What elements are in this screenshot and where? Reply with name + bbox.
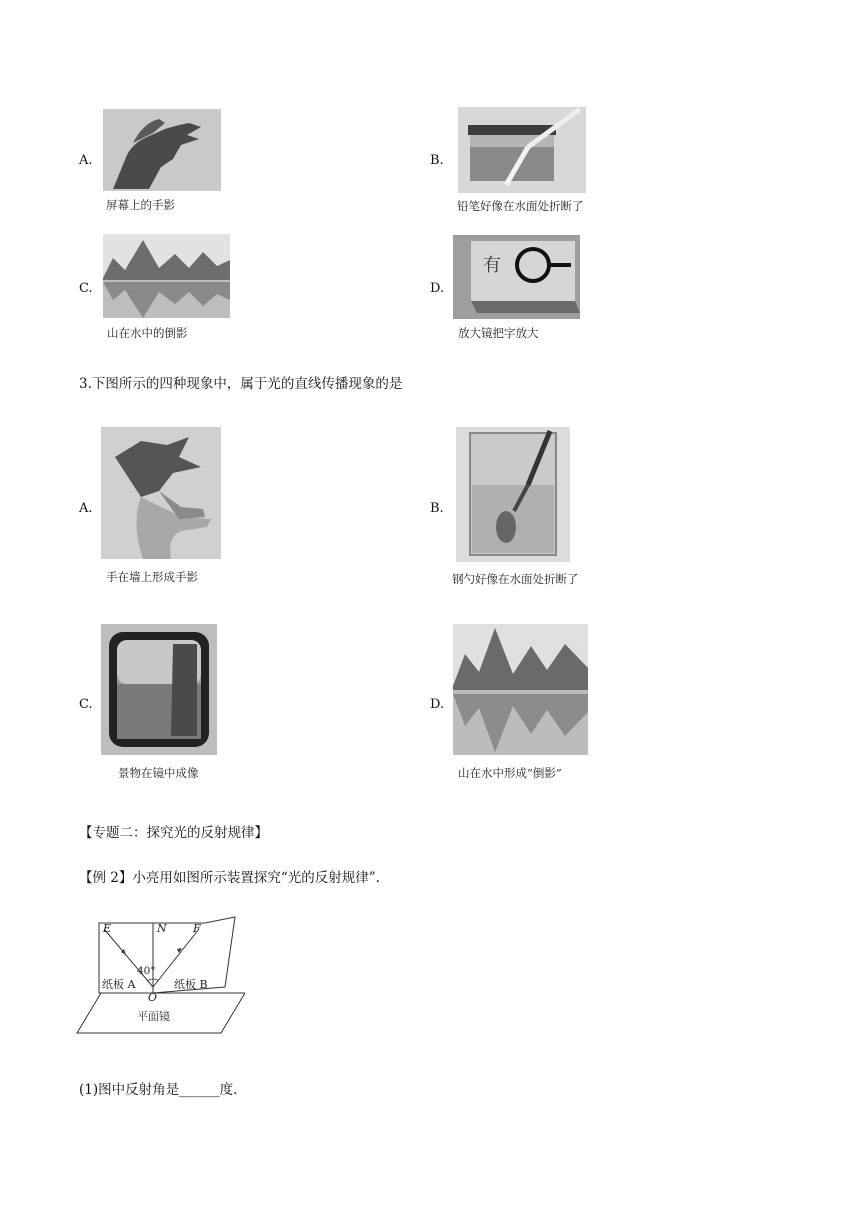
hand-shadow-icon — [101, 427, 221, 559]
reflection-diagram — [75, 915, 245, 1039]
caption-a: 屏幕上的手影 — [106, 198, 175, 212]
caption-d: 放大镜把字放大 — [458, 326, 539, 340]
board-b-label: 纸板 B — [174, 978, 208, 991]
spoon-in-water-icon — [456, 427, 570, 562]
caption-d: 山在水中形成“倒影” — [458, 766, 562, 780]
option-letter-c: C. — [79, 697, 93, 712]
hand-shadow-icon — [103, 109, 221, 191]
caption-b: 铅笔好像在水面处折断了 — [457, 199, 584, 213]
label-e: E — [103, 922, 112, 935]
option-letter-b: B. — [430, 501, 444, 516]
caption-c: 景物在镜中成像 — [118, 766, 199, 780]
svg-text:有: 有 — [483, 255, 501, 276]
option-letter-b: B. — [430, 153, 444, 168]
mountain-reflection-icon — [453, 624, 588, 755]
option-letter-c: C. — [79, 281, 93, 296]
example-2-text: 【例 2】小亮用如图所示装置探究“光的反射规律”. — [79, 870, 380, 886]
option-letter-d: D. — [430, 697, 445, 712]
label-f: F — [193, 922, 201, 935]
mountain-reflection-icon — [103, 234, 230, 318]
car-mirror-icon — [101, 624, 217, 755]
question-3-text: 3.下图所示的四种现象中，属于光的直线传播现象的是 — [79, 376, 403, 392]
option-letter-a: A. — [79, 501, 93, 516]
magnifier-icon — [453, 235, 580, 319]
pencil-in-water-icon — [458, 107, 586, 193]
section-heading: 【专题二：探究光的反射规律】 — [79, 825, 268, 841]
mirror-label: 平面镜 — [137, 1010, 170, 1023]
label-o: O — [148, 991, 158, 1004]
caption-c: 山在水中的倒影 — [107, 326, 188, 340]
caption-a: 手在墙上形成手影 — [106, 570, 198, 584]
option-letter-d: D. — [430, 281, 445, 296]
board-a-label: 纸板 A — [102, 978, 136, 991]
question-part-1: (1)图中反射角是______度. — [79, 1082, 238, 1098]
label-n: N — [157, 922, 167, 935]
angle-label: 40° — [137, 965, 156, 977]
option-letter-a: A. — [79, 153, 93, 168]
caption-b: 钢勺好像在水面处折断了 — [452, 572, 579, 586]
